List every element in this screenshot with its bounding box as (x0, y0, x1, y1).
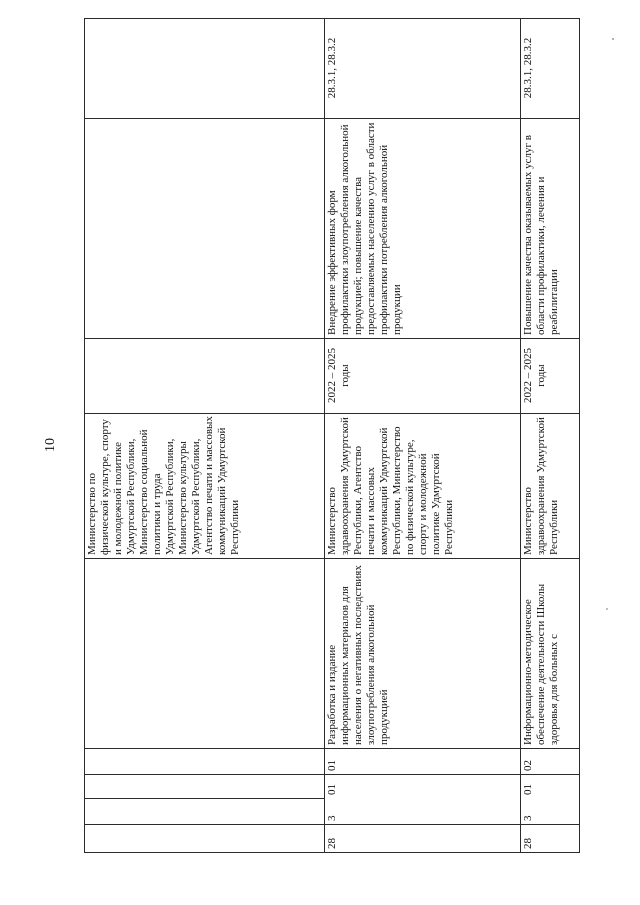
row2-period: 2022 – 2025 годы (522, 348, 547, 403)
row1-code-3: 01 (326, 784, 338, 795)
row2-name: Информационно-методическое обеспечение деятельности Школы здоровья для больных с (522, 583, 560, 745)
row2-indicators: 28.3.1, 28.3.2 (522, 37, 534, 99)
row1-indicators: 28.3.1, 28.3.2 (326, 37, 338, 99)
row1-name: Разработка и издание информационных материалов для населения о негативных последствиях злоупотребления алкогольной продукцией (326, 565, 390, 745)
row1-result: Внедрение эффективных форм профилактики злоупотребления алкогольной продукцией; повышение качества предоставляемых населению услуг в области профилактики потребления алкогольной продукции (326, 122, 403, 335)
row2-code-1: 28 (522, 838, 534, 849)
row2-result: Повышение качества оказываемых услуг в области профилактики, лечения и реабилитации (522, 134, 560, 335)
continuation-executors-cell: Министерство по физической культуре, спорту и молодежной политике Удмуртской Республики, Министерство социальной политики и труда Удмуртской Республики, Министерство культуры Удмуртской Республики, Агентство печати и массовых коммуникаций Удмуртской Республики (86, 416, 241, 555)
row2-code-3: 01 (522, 784, 534, 795)
program-activities-table (84, 18, 580, 853)
scan-dot (606, 608, 608, 610)
row1-period: 2022 – 2025 годы (326, 348, 351, 403)
row1-code-4: 01 (326, 760, 338, 771)
page-number: 10 (43, 438, 58, 452)
scan-dot (612, 38, 614, 40)
row1-code-2: 3 (326, 815, 338, 821)
row2-executors: Министерство здравоохранения Удмуртской Республики (522, 417, 560, 555)
row2-code-4: 02 (522, 760, 534, 771)
row2-code-2: 3 (522, 815, 534, 821)
row1-code-1: 28 (326, 838, 338, 849)
row1-executors: Министерство здравоохранения Удмуртской Республики, Агентство печати и массовых коммуникаций Удмуртской Республики, Министерство по физической культуре, спорту и молодежной политике Удмуртской Республики (326, 417, 455, 555)
